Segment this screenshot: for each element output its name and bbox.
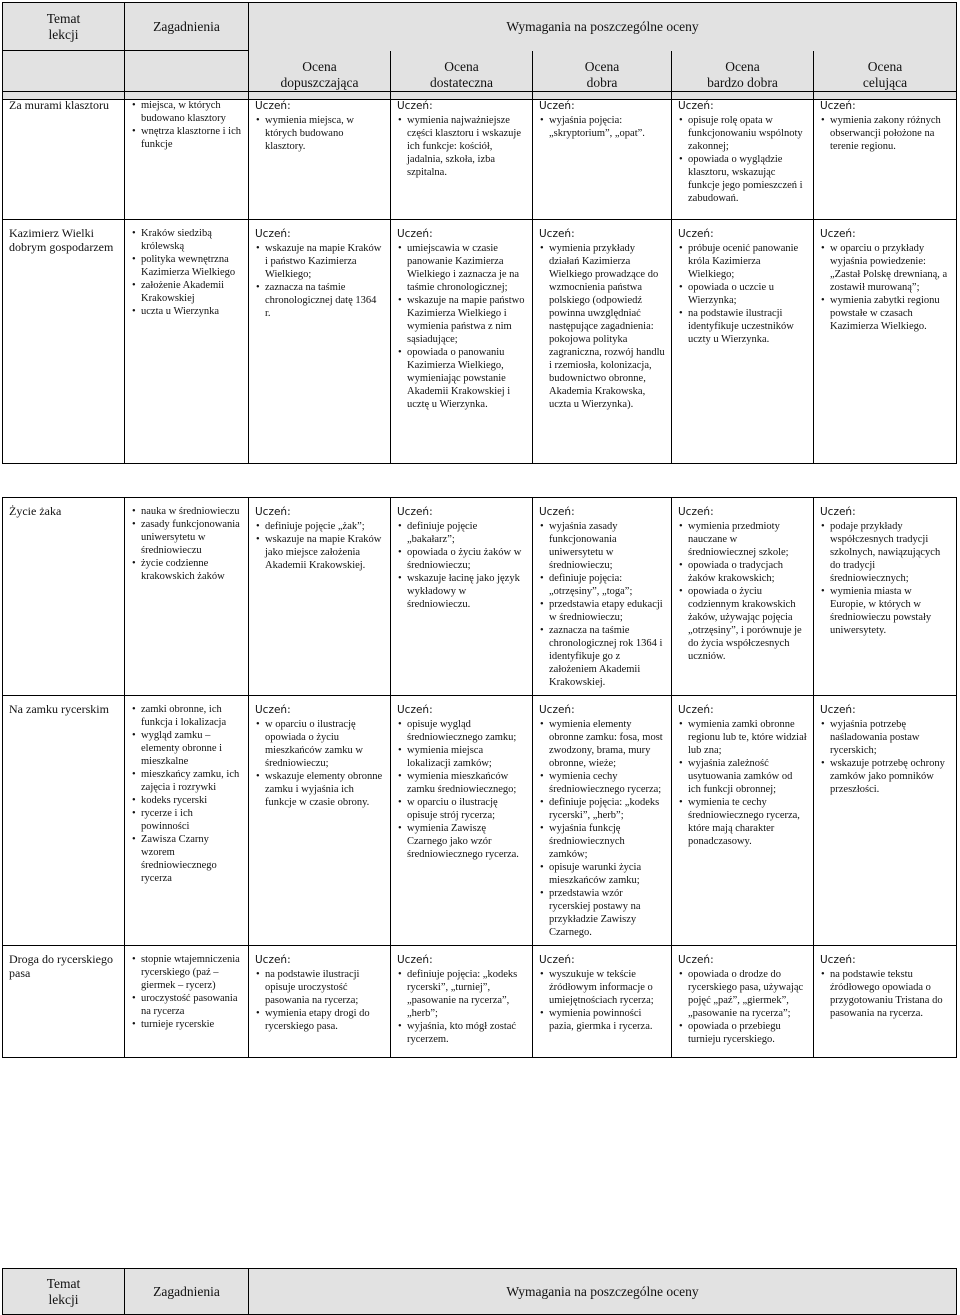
requirement-item: • wymienia przedmioty nauczane w średniowiecznej szkole;: [678, 520, 807, 559]
requirement-item: • wyjaśnia zasady funkcjonowania uniwersytetu w średniowieczu;: [539, 520, 665, 572]
student-label: Uczeń:: [678, 704, 714, 716]
requirement-item: • wyjaśnia pojęcia: „skryptorium”, „opat”.: [539, 114, 665, 140]
requirements-list: [678, 968, 807, 1046]
requirement-item: • wyjaśnia, kto mógł zostać rycerzem.: [397, 1020, 526, 1046]
grade-header-3: Ocena dobra: [533, 51, 672, 100]
requirement-item: • wskazuje elementy obronne zamku i wyjaśnia ich funkcje w czasie obrony.: [255, 770, 384, 809]
student-label: Uczeń:: [397, 228, 433, 240]
footer-header-table: [2, 1268, 957, 1315]
grade-cell-3: [533, 696, 672, 946]
requirements-list: [820, 718, 950, 796]
student-label: Uczeń:: [397, 100, 433, 112]
student-label: Uczeń:: [820, 100, 856, 112]
requirements-list: [397, 968, 526, 1046]
footer-topic: Temat lekcji: [3, 1269, 125, 1315]
grade-cell-5: [814, 220, 957, 464]
requirements-list: [820, 968, 950, 1020]
issue-item: • wygląd zamku – elementy obronne i mieszkalne: [131, 729, 242, 768]
student-label: Uczeń:: [678, 228, 714, 240]
header-requirements: Wymagania na poszczególne oceny: [249, 3, 957, 51]
lesson-topic: Droga do rycerskiego pasa: [3, 946, 125, 1058]
grade-cell-1: [249, 220, 391, 464]
grade-header-2: Ocena dostateczna: [391, 51, 533, 100]
requirement-item: • wymienia zabytki regionu powstałe w czasach Kazimierza Wielkiego.: [820, 294, 950, 333]
requirement-item: • definiuje pojęcia: „kodeks rycerski”, „herb”;: [539, 796, 665, 822]
requirement-item: • wymienia mieszkańców zamku średniowiecznego;: [397, 770, 526, 796]
requirement-item: • wymienia przykłady działań Kazimierza Wielkiego prowadzące do wzmocnienia państwa polskiego (odpowiedź powinna uwzględniać następujące zagadnienia: pokojowa polityka zagraniczna, rozwój handlu i rzemiosła, kolonizacja, budownictwo obronne, Akademia Krakowska, uczta u Wierzynka).: [539, 242, 665, 411]
issue-item: • kodeks rycerski: [131, 794, 242, 807]
requirement-item: • opisuje wygląd średniowiecznego zamku;: [397, 718, 526, 744]
requirement-item: • opowiada o panowaniu Kazimierza Wielkiego, wymieniając powstanie Akademii Krakowskiej i ucztę u Wierzynka.: [397, 346, 526, 411]
requirement-item: • wskazuje na mapie Kraków jako miejsce założenia Akademii Krakowskiej.: [255, 533, 384, 572]
student-label: Uczeń:: [255, 704, 291, 716]
grade-cell-3: [533, 92, 672, 220]
grade-cell-2: [391, 696, 533, 946]
grade-cell-4: [672, 498, 814, 696]
header-topic: Temat lekcji: [3, 3, 125, 51]
requirements-list: [539, 520, 665, 689]
grade-cell-4: [672, 92, 814, 220]
requirements-list: [539, 242, 665, 411]
header-table: [2, 2, 957, 100]
requirements-list: [539, 968, 665, 1033]
requirements-list: [678, 114, 807, 205]
grade-header-5: Ocena celująca: [814, 51, 957, 100]
table-row: [3, 498, 957, 696]
requirement-item: • wyjaśnia potrzebę naśladowania postaw rycerskich;: [820, 718, 950, 757]
issues-cell: [125, 92, 249, 220]
table-row: [3, 946, 957, 1058]
requirement-item: • opowiada o drodze do rycerskiego pasa, używając pojęć „paź”, „giermek”, „pasowanie na rycerza”;: [678, 968, 807, 1020]
grade-cell-5: [814, 946, 957, 1058]
requirements-list: [678, 718, 807, 848]
requirement-item: • wymienia Zawiszę Czarnego jako wzór średniowiecznego rycerza.: [397, 822, 526, 861]
issue-item: • Kraków siedzibą królewską: [131, 227, 242, 253]
student-label: Uczeń:: [539, 704, 575, 716]
table-row: [3, 220, 957, 464]
requirement-item: • wskazuje na mapie Kraków i państwo Kazimierza Wielkiego;: [255, 242, 384, 281]
student-label: Uczeń:: [820, 954, 856, 966]
requirement-item: • na podstawie ilustracji opisuje uroczystość pasowania na rycerza;: [255, 968, 384, 1007]
issue-item: • wnętrza klasztorne i ich funkcje: [131, 125, 242, 151]
requirement-item: • podaje przykłady współczesnych tradycji szkolnych, nawiązujących do tradycji średniowiecznych;: [820, 520, 950, 585]
issue-item: • Zawisza Czarny wzorem średniowiecznego rycerza: [131, 833, 242, 885]
requirements-list: [397, 114, 526, 179]
student-label: Uczeń:: [397, 704, 433, 716]
grade-cell-1: [249, 946, 391, 1058]
grade-cell-1: [249, 696, 391, 946]
requirement-item: • opowiada o życiu codziennym krakowskich żaków, używając pojęcia „otrzęsiny”, i porównuje je do życia współczesnych uczniów.: [678, 585, 807, 663]
requirement-item: • opowiada o uczcie u Wierzynka;: [678, 281, 807, 307]
grade-cell-3: [533, 220, 672, 464]
issue-item: • stopnie wtajemniczenia rycerskiego (paź – giermek – rycerz): [131, 953, 242, 992]
requirements-table-part-2: [2, 497, 957, 1058]
student-label: Uczeń:: [255, 228, 291, 240]
grade-cell-5: [814, 696, 957, 946]
grade-header-4: Ocena bardzo dobra: [672, 51, 814, 100]
student-label: Uczeń:: [397, 506, 433, 518]
issue-item: • polityka wewnętrzna Kazimierza Wielkiego: [131, 253, 242, 279]
requirements-list: [678, 242, 807, 346]
requirement-item: • definiuje pojęcie „żak”;: [255, 520, 384, 533]
grade-cell-1: [249, 498, 391, 696]
grade-cell-2: [391, 92, 533, 220]
requirement-item: • opowiada o przebiegu turnieju rycerskiego.: [678, 1020, 807, 1046]
student-label: Uczeń:: [255, 954, 291, 966]
lesson-topic: Na zamku rycerskim: [3, 696, 125, 946]
grade-cell-3: [533, 498, 672, 696]
requirements-list: [255, 242, 384, 320]
student-label: Uczeń:: [255, 100, 291, 112]
requirement-item: • wyszukuje w tekście źródłowym informacje o umiejętnościach rycerza;: [539, 968, 665, 1007]
requirement-item: • w oparciu o przykłady wyjaśnia powiedzenie: „Zastał Polskę drewnianą, a zostawił murowaną”;: [820, 242, 950, 294]
header-issues: Zagadnienia: [125, 3, 249, 51]
requirement-item: • wskazuje na mapie państwo Kazimierza Wielkiego i wymienia państwa z nim sąsiadujące;: [397, 294, 526, 346]
student-label: Uczeń:: [539, 100, 575, 112]
grade-cell-2: [391, 498, 533, 696]
requirement-item: • definiuje pojęcia: „otrzęsiny”, „toga”;: [539, 572, 665, 598]
issue-item: • założenie Akademii Krakowskiej: [131, 279, 242, 305]
issue-item: • uczta u Wierzynka: [131, 305, 242, 318]
grade-cell-4: [672, 946, 814, 1058]
requirement-item: • wymienia etapy drogi do rycerskiego pasa.: [255, 1007, 384, 1033]
requirement-item: • opowiada o tradycjach żaków krakowskich;: [678, 559, 807, 585]
requirements-list: [539, 114, 665, 140]
lesson-topic: Kazimierz Wielki dobrym gospodarzem: [3, 220, 125, 464]
issues-list: [131, 99, 242, 151]
requirement-item: • wymienia cechy średniowiecznego rycerza;: [539, 770, 665, 796]
requirement-item: • zaznacza na taśmie chronologicznej datę 1364 r.: [255, 281, 384, 320]
requirement-item: • wyjaśnia zależność usytuowania zamków od ich funkcji obronnej;: [678, 757, 807, 796]
requirement-item: • wskazuje łacinę jako język wykładowy w średniowieczu.: [397, 572, 526, 611]
requirement-item: • definiuje pojęcie „bakałarz”;: [397, 520, 526, 546]
requirements-table-part-1: [2, 91, 957, 464]
requirement-item: • wymienia miasta w Europie, w których w średniowieczu powstały uniwersytety.: [820, 585, 950, 637]
requirement-item: • wymienia miejsca lokalizacji zamków;: [397, 744, 526, 770]
lesson-topic: Za murami klasztoru: [3, 92, 125, 220]
requirement-item: • przedstawia wzór rycerskiej postawy na przykładzie Zawiszy Czarnego.: [539, 887, 665, 939]
issue-item: • miejsca, w których budowano klasztory: [131, 99, 242, 125]
requirement-item: • wymienia te cechy średniowiecznego rycerza, które mają charakter ponadczasowy.: [678, 796, 807, 848]
issues-list: [131, 505, 242, 583]
requirement-item: • wymienia powinności pazia, giermka i rycerza.: [539, 1007, 665, 1033]
issue-item: • uroczystość pasowania na rycerza: [131, 992, 242, 1018]
student-label: Uczeń:: [539, 954, 575, 966]
requirement-item: • w oparciu o ilustrację opisuje strój rycerza;: [397, 796, 526, 822]
requirements-list: [397, 520, 526, 611]
issues-list: [131, 703, 242, 885]
requirement-item: • na podstawie ilustracji identyfikuje uczestników uczty u Wierzynka.: [678, 307, 807, 346]
student-label: Uczeń:: [820, 506, 856, 518]
student-label: Uczeń:: [678, 506, 714, 518]
student-label: Uczeń:: [820, 704, 856, 716]
requirements-list: [255, 718, 384, 809]
requirement-item: • zaznacza na taśmie chronologicznej rok 1364 i identyfikuje go z założeniem Akademii Krakowskiej.: [539, 624, 665, 689]
grade-cell-2: [391, 220, 533, 464]
lesson-topic: Życie żaka: [3, 498, 125, 696]
issue-item: • nauka w średniowieczu: [131, 505, 242, 518]
student-label: Uczeń:: [678, 954, 714, 966]
requirement-item: • wymienia zakony różnych obserwancji położone na terenie regionu.: [820, 114, 950, 153]
grade-cell-2: [391, 946, 533, 1058]
requirement-item: • przedstawia etapy edukacji w średniowieczu;: [539, 598, 665, 624]
issue-item: • turnieje rycerskie: [131, 1018, 242, 1031]
requirements-list: [820, 242, 950, 333]
requirement-item: • wymienia elementy obronne zamku: fosa, most zwodzony, brama, mury obronne, wieże;: [539, 718, 665, 770]
issue-item: • życie codzienne krakowskich żaków: [131, 557, 242, 583]
student-label: Uczeń:: [820, 228, 856, 240]
table-row: [3, 92, 957, 220]
requirement-item: • wymienia najważniejsze części klasztoru i wskazuje ich funkcje: kościół, jadalnia, szkoła, izba szpitalna.: [397, 114, 526, 179]
requirement-item: • opowiada o życiu żaków w średniowieczu;: [397, 546, 526, 572]
issues-list: [131, 227, 242, 318]
issue-item: • zasady funkcjonowania uniwersytetu w średniowieczu: [131, 518, 242, 557]
table-row: [3, 696, 957, 946]
issues-cell: [125, 946, 249, 1058]
requirements-list: [255, 114, 384, 153]
student-label: Uczeń:: [255, 506, 291, 518]
issues-cell: [125, 220, 249, 464]
requirement-item: • na podstawie tekstu źródłowego opowiada o przygotowaniu Tristana do pasowania na rycerza.: [820, 968, 950, 1020]
requirements-list: [820, 114, 950, 153]
grade-cell-3: [533, 946, 672, 1058]
requirements-list: [678, 520, 807, 663]
footer-issues: Zagadnienia: [125, 1269, 249, 1315]
requirement-item: • wyjaśnia funkcję średniowiecznych zamków;: [539, 822, 665, 861]
issues-cell: [125, 696, 249, 946]
requirement-item: • opisuje warunki życia mieszkańców zamku;: [539, 861, 665, 887]
requirements-list: [397, 242, 526, 411]
grade-cell-1: [249, 92, 391, 220]
requirement-item: • definiuje pojęcia: „kodeks rycerski”, „turniej”, „pasowanie na rycerza”, „herb”;: [397, 968, 526, 1020]
requirement-item: • wskazuje potrzebę ochrony zamków jako pomników przeszłości.: [820, 757, 950, 796]
issue-item: • zamki obronne, ich funkcja i lokalizacja: [131, 703, 242, 729]
requirement-item: • umiejscawia w czasie panowanie Kazimierza Wielkiego i zaznacza je na taśmie chronologicznej;: [397, 242, 526, 294]
student-label: Uczeń:: [539, 506, 575, 518]
requirements-list: [255, 968, 384, 1033]
requirement-item: • wymienia miejsca, w których budowano klasztory.: [255, 114, 384, 153]
requirements-list: [820, 520, 950, 637]
student-label: Uczeń:: [678, 100, 714, 112]
requirement-item: • opowiada o wyglądzie klasztoru, wskazując funkcje jego pomieszczeń i zabudowań.: [678, 153, 807, 205]
grade-cell-4: [672, 220, 814, 464]
requirement-item: • w oparciu o ilustrację opowiada o życiu mieszkańców zamku w średniowieczu;: [255, 718, 384, 770]
requirement-item: • próbuje ocenić panowanie króla Kazimierza Wielkiego;: [678, 242, 807, 281]
issues-cell: [125, 498, 249, 696]
footer-requirements: Wymagania na poszczególne oceny: [249, 1269, 957, 1315]
requirements-list: [255, 520, 384, 572]
student-label: Uczeń:: [539, 228, 575, 240]
grade-header-1: Ocena dopuszczająca: [249, 51, 391, 100]
requirements-list: [397, 718, 526, 861]
requirement-item: • wymienia zamki obronne regionu lub te, które widział lub zna;: [678, 718, 807, 757]
student-label: Uczeń:: [397, 954, 433, 966]
grade-cell-5: [814, 92, 957, 220]
grade-cell-4: [672, 696, 814, 946]
grade-cell-5: [814, 498, 957, 696]
issue-item: • rycerze i ich powinności: [131, 807, 242, 833]
requirements-list: [539, 718, 665, 939]
issue-item: • mieszkańcy zamku, ich zajęcia i rozrywki: [131, 768, 242, 794]
issues-list: [131, 953, 242, 1031]
requirement-item: • opisuje rolę opata w funkcjonowaniu wspólnoty zakonnej;: [678, 114, 807, 153]
